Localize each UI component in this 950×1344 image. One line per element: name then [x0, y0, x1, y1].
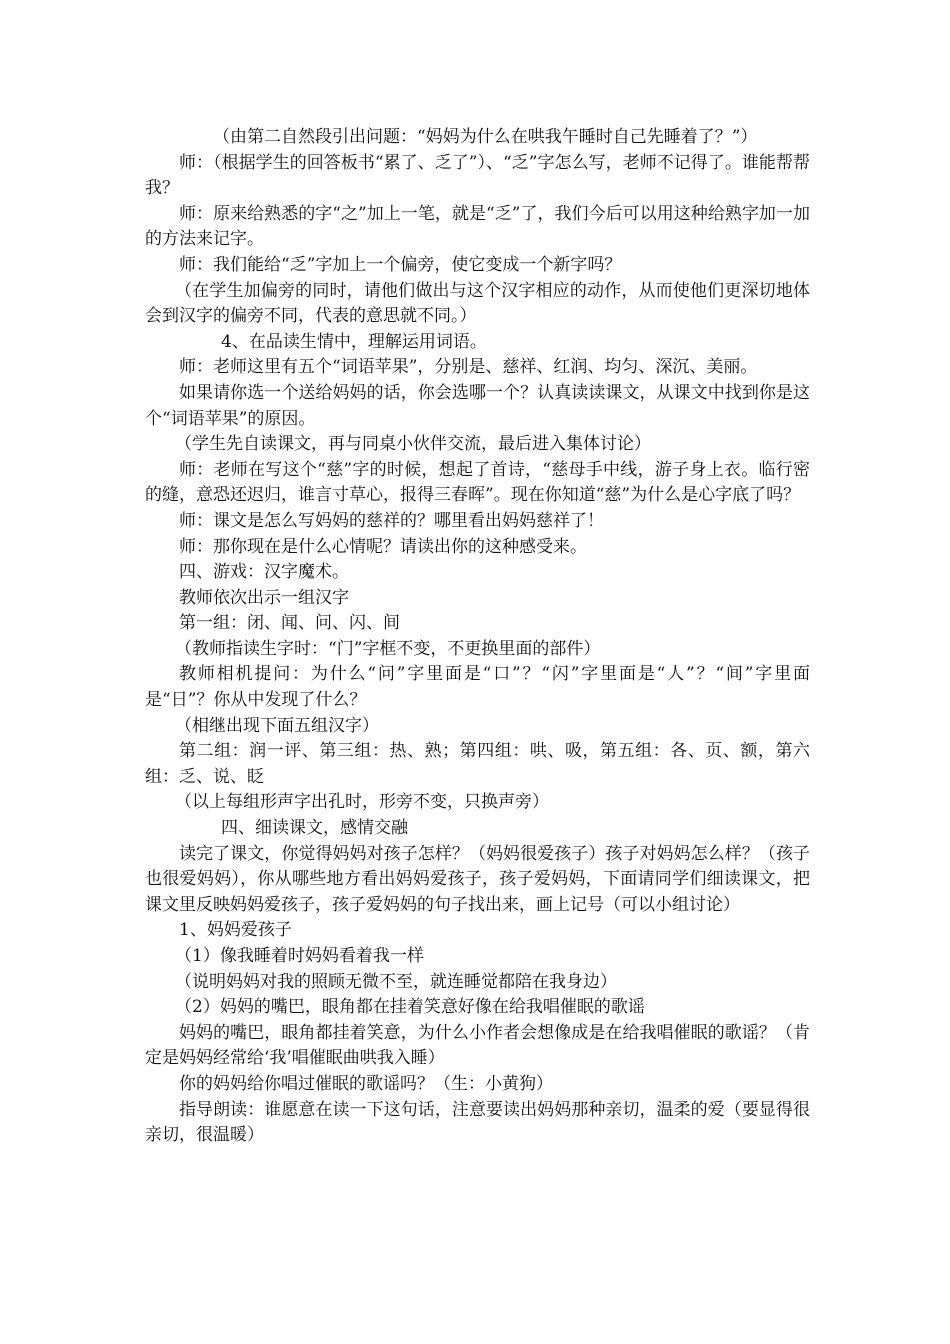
paragraph: 教师依次出示一组汉字 — [179, 587, 349, 608]
paragraph: 教师相机提问：为什么“问”字里面是“口”？“闪”字里面是“人”？“间”字里面是“日”？你从中发现了什么？ — [145, 664, 810, 711]
document-body — [145, 125, 810, 1149]
paragraph: （由第二自然段引出问题：“妈妈为什么在哄我午睡时自己先睡着了？”） — [213, 127, 758, 147]
section-heading: 四、游戏：汉字魔术。 — [179, 562, 349, 583]
paragraph: 你的妈妈给你唱过催眠的歌谣吗？（生：小黄狗） — [179, 1073, 553, 1094]
paragraph: （教师指读生字时：“门”字框不变，不更换里面的部件） — [175, 638, 601, 659]
paragraph: 师：（根据学生的回答板书“累了、乏了”）、“乏”字怎么写，老师不记得了。谁能帮帮我？ — [145, 152, 810, 199]
paragraph: （1）像我睡着时妈妈看着我一样 — [175, 946, 424, 966]
paragraph: （以上每组形声字出孔时，形旁不变，只换声旁） — [175, 792, 549, 813]
paragraph: 师：我们能给“乏”字加上一个偏旁，使它变成一个新字吗？ — [179, 254, 622, 275]
paragraph: 师：那你现在是什么心情呢？请读出你的这种感受来。 — [179, 536, 587, 557]
paragraph: 指导朗读：谁愿意在读一下这句话，注意要读出妈妈那种亲切，温柔的爱（要显得很亲切，很温暖） — [145, 1099, 810, 1146]
paragraph: 第二组：润一评、第三组：热、熟；第四组：哄、吸，第五组：各、页、额，第六组：乏、说、眨 — [145, 741, 810, 787]
paragraph: 师：课文是怎么写妈妈的慈祥的？哪里看出妈妈慈祥了！ — [179, 510, 604, 531]
paragraph: （2）妈妈的嘴巴，眼角都在挂着笑意好像在给我唱催眠的歌谣 — [175, 997, 645, 1018]
paragraph: （相继出现下面五组汉字） — [175, 715, 379, 736]
paragraph: 第一组：闭、闻、问、闪、间 — [179, 613, 400, 634]
paragraph: 妈妈的嘴巴，眼角都挂着笑意，为什么小作者会想像成是在给我唱催眠的歌谣？（肯定是妈妈经常给‘我’唱催眠曲哄我入睡） — [145, 1022, 810, 1069]
paragraph: 师：老师这里有五个“词语苹果”，分别是、慈祥、红润、均匀、深沉、美丽。 — [179, 357, 758, 378]
section-heading: 1、妈妈爱孩子 — [179, 920, 292, 941]
paragraph: 师：老师在写这个“慈”字的时候，想起了首诗，“慈母手中线，游子身上衣。临行密的缝，意恐还迟归，谁言寸草心，报得三春晖”。现在你知道“慈”为什么是心字底了吗？ — [145, 459, 810, 506]
paragraph: （学生先自读课文，再与同桌小伙伴交流，最后进入集体讨论） — [175, 434, 651, 455]
paragraph: 读完了课文，你觉得妈妈对孩子怎样？（妈妈很爱孩子）孩子对妈妈怎么样？（孩子也很爱妈妈），你从哪些地方看出妈妈爱孩子，孩子爱妈妈，下面请同学们细读课文，把课文里反映妈妈爱孩子，孩子爱妈妈的句子找出来，画上记号（可以小组讨论） — [145, 843, 810, 915]
paragraph: （说明妈妈对我的照顾无微不至，就连睡觉都陪在我身边） — [175, 971, 617, 992]
section-heading: 4、在品读生情中，理解运用词语。 — [221, 331, 487, 352]
paragraph: （在学生加偏旁的同时，请他们做出与这个汉字相应的动作，从而使他们更深切地体会到汉字的偏旁不同，代表的意思就不同。） — [145, 280, 810, 327]
paragraph: 师：原来给熟悉的字“之”加上一笔，就是“乏”了，我们今后可以用这种给熟字加一加的方法来记字。 — [145, 203, 810, 250]
paragraph: 如果请你选一个送给妈妈的话，你会选哪一个？认真读读课文，从课文中找到你是这个“词语苹果”的原因。 — [145, 382, 810, 429]
section-heading: 四、细读课文，感情交融 — [221, 818, 408, 839]
